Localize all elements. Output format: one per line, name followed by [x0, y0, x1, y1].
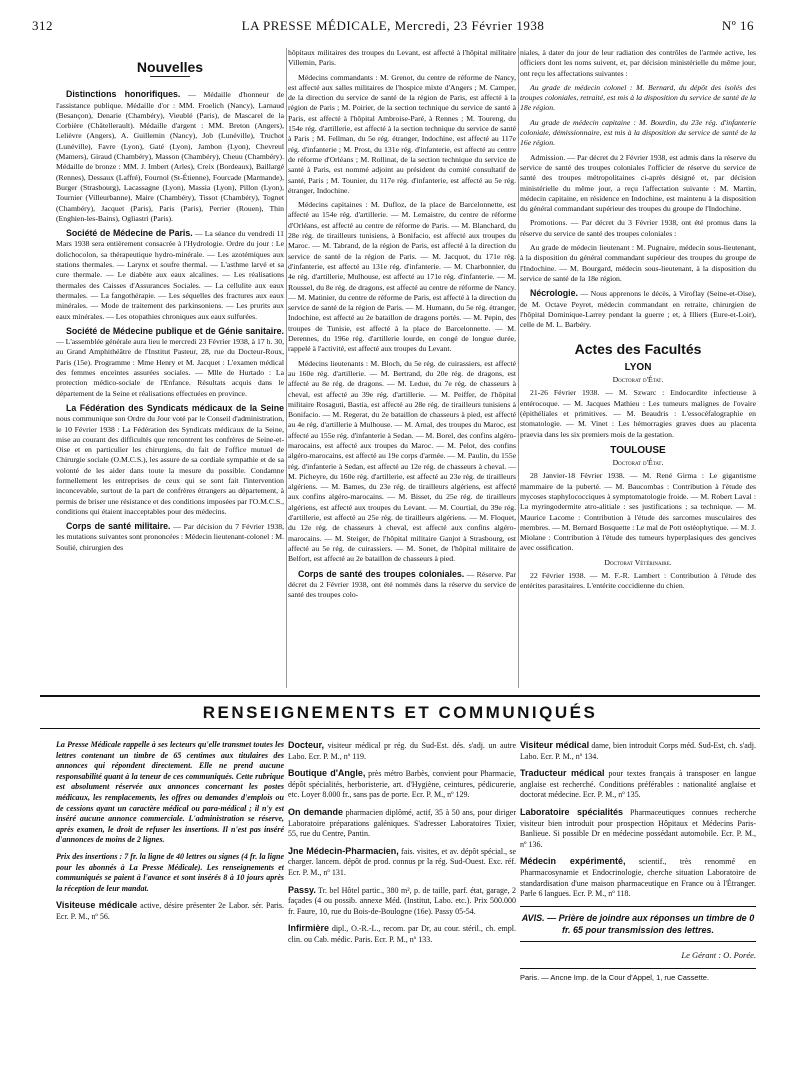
- ad-text: visiteur médical pr rég. du Sud-Est. dés. s'adj. un autre Labo. Ecr. P. M., nº 119.: [288, 741, 516, 761]
- ad-text: Tr. bel Hôtel partic., 380 m², p. de taille, parf. état, garage, 2 façades (4 ou possib. annexe Méd. (Institut, Labo. etc.). Prix 500.000 fr. Faure, 10, rue du Bois-de-Boulogne (16e). Passy 05-54.: [288, 885, 516, 916]
- ads-column-3: [520, 740, 756, 1070]
- ads-column-2: [288, 740, 516, 1070]
- renseignements-title: RENSEIGNEMENTS ET COMMUNIQUÉS: [202, 703, 598, 722]
- column-divider: [518, 48, 519, 688]
- item-text: — Nous apprenons le décès, à Viroflay (Seine-et-Oise), de M. Octave Peyret, médecin commandant en retraite, chirurgien de l'hôpital Dominique-Larrey pendant la guerre ; et, à Illiers (Eure-et-Loir), celle de M. L. Barbéry.: [520, 289, 756, 330]
- ad-text: fais. visites, et av. dépôt spécial., se charger. lancem. dépôt de prod. connus pr la rég. Sud-Ouest. Exc. réf. Ecr. P. M., nº 131.: [288, 846, 516, 877]
- ad-text: dame, bien introduit Corps méd. Sud-Est, ch. s'adj. Labo. Ecr. P. M., nº 134.: [520, 741, 756, 761]
- classified-ad: [288, 923, 516, 945]
- classified-ad: [520, 856, 756, 899]
- classified-ad: [288, 807, 516, 840]
- ad-heading: Boutique d'Angle,: [288, 768, 366, 779]
- classified-ad: [520, 807, 756, 850]
- item-heading: Société de Médecine de Paris.: [66, 228, 193, 239]
- paragraph: Au grade de médecin capitaine : M. Bourdin, du 23e rég. d'infanterie coloniale, démissionnaire, est mis à la disposition du service de santé de la 16e région.: [520, 117, 756, 148]
- paragraph: 28 Janvier-18 Février 1938. — M. René Girma : Le gigantisme mammaire de la puberté. — M. Baucombas : Contribution à l'étude des mycoses staphylococciques à symptomatologie froide. — M. Robert Laval : La myringodermite atro-alitiale : ses justifications ; sa technique. — M. Maurice Lacome : Contribution à l'étude des sarcomes musculaires des membres. — M. Bernard Bosquette : Le mal de Pott ostéophytique. — M. J. Miolane : Contribution à l'étude des tumeurs hyperplasiques des gencives avec ossification.: [520, 471, 756, 553]
- paragraph: niales, à dater du jour de leur radiation des contrôles de l'armée active, les officiers dont les noms suivent, et, par décision ministérielle du même jour, ont reçu les affectations suivantes :: [520, 48, 756, 78]
- paragraph: Médecins lieutenants : M. Bloch, du 5e rég. de cuirassiers, est affecté au 160e rég. d'artillerie. — M. Bertrand, du 20e rég. de dragons, est affecté au 8e rég. de dragons. — M. Ledue, du 7e rég. de chasseurs à cheval, est affecté au 39e rég. d'artillerie. — M. Peiffer, de l'hôpital militaire Rosaguti, Bastia, est affecté au 28e rég. de tirailleurs tunisiens à Bonifacio. — M. Regerat, du 2e bataillon de chasseurs à pied, est affecté au 4e rég. d'artillerie à Mulhouse. — M. Arnal, des troupes du Maroc, est affecté au 155e rég. d'infanterie à Sedan. — M. Borel, des confins algéro-marocains, est affecté aux troupes du Maroc. — M. Pelot, des confins algéro-marocains, est affecté au 19e corps d'armée. — M. Paulin, du 155e rég. d'infanterie à Sedan, est affecté au 12e rég. de chasseurs à cheval. — M. Picheyre, du 160e rég. d'artillerie, est affecté au 23e rég. de tirailleurs algériens. — M. Bames, du 23e rég. de tirailleurs algériens, est affecté aux confins algéro-marocains. — M. Bisset, du 25e rég. de tirailleurs algériens, est affecté aux troupes du Levant. — M. Courtial, du 39e rég. d'artillerie, est affecté au 25e rég. de tirailleurs algériens. — M. Floquet, du 12e rég. de chasseurs à cheval, est affecté aux confins algéro-marocains. — M. Steiger, de l'hôpital militaire Ganjot à Strasbourg, est affecté au 5e rég. de cuirassiers. — M. Sonet, de l'hôpital militaire de Belfort, est affecté au 2e bataillon de chasseurs à pied.: [288, 358, 516, 564]
- page-header: [32, 18, 754, 40]
- ad-heading: Laboratoire spécialités: [520, 806, 624, 817]
- ad-heading: Docteur,: [288, 740, 325, 750]
- nouvelles-title: Nouvelles: [136, 59, 204, 75]
- classified-ad: [520, 768, 756, 801]
- page-number: 312: [32, 18, 53, 33]
- item-text: — Réserve. Par décret du 2 Février 1938, ont été nommés dans la réserve du service de santé des troupes colo-: [288, 569, 516, 600]
- item-heading: Nécrologie.: [530, 288, 578, 299]
- ad-text: scientif., très renommé en Pharmacosynamie et Endocrinologie, cherche situation Laboratoire de standardisation d'une maison pharmaceutique en France ou à l'Étranger. Parle 6 langues. Ecr. P. M., nº 118.: [520, 857, 756, 899]
- title-rule: [150, 76, 190, 77]
- column-3: [520, 48, 756, 688]
- paragraph: [288, 569, 516, 601]
- section-rule: [40, 728, 760, 729]
- classified-ad: [288, 846, 516, 879]
- ad-heading: Infirmière: [288, 923, 330, 934]
- ad-text: dipl., O.-R.-L., recom. par Dr, au cour. stéril., ch. empl. clin. ou Cab. médic. Paris. Ecr. P. M., nº 133.: [288, 924, 516, 944]
- item-heading: Distinctions honorifiques.: [66, 89, 181, 100]
- issue-number: Nº 16: [721, 18, 754, 33]
- ads-list: [288, 740, 516, 946]
- ad-heading: On demande: [288, 806, 344, 817]
- actes-title: Actes des Facultés: [574, 341, 702, 358]
- column-1: [56, 48, 284, 678]
- paragraph: [56, 89, 284, 224]
- column-divider: [286, 48, 287, 688]
- paragraph: Promotions. — Par décret du 3 Février 1938, ont été promus dans la réserve du service de santé des troupes coloniales :: [520, 218, 756, 238]
- paragraph: [56, 403, 284, 517]
- section-rule: [40, 695, 760, 697]
- paragraph: Médecins capitaines : M. Dufloz, de la place de Barcelonnette, est affecté au 154e rég. d'artillerie. — M. Lemaistre, du centre de réforme d'Orléans, est affecté au centre de réforme de Paris. — M. Blanchard, du 28e rég. de tirailleurs tunisiens, à Bonifacio, est affecté aux troupes du Maroc. — M. Tabrand, de la région de Paris, est affecté à la direction du service de santé de la région de Paris. — M. Jacquot, du 171e rég. d'infanterie, est affecté au 131e rég. d'infanterie. — M. Charbonnier, du 4e rég. d'artillerie, Mulhouse, est affecté au 171e rég. d'infanterie. — M. Roussel, du 8e rég. de dragons, est affecté au centre de réforme de Nancy. — M. Matinier, du centre de réforme de Paris, est affecté à la direction du service de santé de la région de Paris. — M. Humann, du 5e rég. étranger, Indochine, est affecté au 2e bataillon de dragons portés. — M. Pepin, des troupes de Tunisie, est affecté à la place de Barcelonnette. — M. Derennes, du 196e rég. d'artillerie lourde, en congé de longue durée, rappelé à l'activité, est affecté aux troupes du Levant.: [288, 200, 516, 354]
- city-heading: LYON: [624, 361, 652, 373]
- ad-heading: Jne Médecin-Pharmacien,: [288, 845, 399, 856]
- ad-heading: Visiteuse médicale: [56, 900, 138, 911]
- paragraph: Au grade de médecin lieutenant : M. Pugnaire, médecin sous-lieutenant, à la disposition du général commandant supérieur des troupes du groupe de l'Indochine. — M. Bourgard, médecin sous-lieutenant, à la disposition du service de santé de la 18e région.: [520, 243, 756, 283]
- item-text: nous communique son Ordre du Jour voté par le Conseil d'administration, le 10 Février 1938 : La Fédération des Syndicats médicaux de la Seine, mise au courant des difficultés que rencontrent les confrères de Seine-et-Oise et en particulier les chirurgiens, du fait de l'office mutuel de Chirurgie sociale (O.M.C.S.), les assure de sa cordiale sympathie et de sa volonté de les aider dans toute la mesure du possible. Condamne formellement les entreprises de ceux qui se sont fait l'intervention inconcevable, surtout de la part de confrères étrangers au département, à permis de briser une résistance et des conditions imposées par l'O.M.C.S., conditions qui étaient inacceptables pour des médecins.: [56, 414, 284, 516]
- item-heading: La Fédération des Syndicats médicaux de la Seine: [66, 402, 284, 413]
- classified-ad: [520, 740, 756, 762]
- ad-text: pharmacien diplômé, actif, 35 à 50 ans, pour diriger Laboratoire préparations galéniques. S'adresser Laboratoires Tixier, 55, rue du Centre, Pantin.: [288, 807, 516, 839]
- classified-ad: [288, 885, 516, 918]
- item-heading: Corps de santé militaire.: [66, 521, 171, 532]
- ad-text: près métro Barbès, convient pour Pharmacie, dépôt spécialités, herboristerie, art. d'Hygiène, ceintures, pédicurerie, etc. Loyer 8.000 fr., sans pas de porte. Ecr. P. M., nº 129.: [288, 769, 516, 800]
- ad-heading: Visiteur médical: [520, 740, 590, 750]
- gerant-line: Le Gérant : O. Porée.: [681, 949, 756, 960]
- item-text: — L'assemblée générale aura lieu le mercredi 23 Février 1938, à 17 h. 30, au Grand Amphithéâtre de l'Institut Pasteur, 28, rue du Docteur-Roux, Paris (15e). Programme : Mme Henry et M. Jacquet : L'examen médical des femmes enceintes assurées sociales. — Mlle de Hurtado : La protection médico-sociale de l'Enfance. Résultats acquis dans le département de la Seine et réalisations effectuées en province.: [56, 337, 284, 398]
- item-heading: Société de Médecine publique et de Génie sanitaire.: [66, 325, 284, 336]
- intro-notice: La Presse Médicale rappelle à ses lecteurs qu'elle transmet toutes les lettres contenant un timbre de 65 centimes aux titulaires des annonces qui répondent directement. Elle ne prend aucune responsabilité quant à la teneur de ces communiqués. Cette rubrique est absolument réservée aux annonces concernant les postes médicaux, les remplacements, les offres ou demandes d'emplois ou de cessions ayant un caractère médical ou para-médical ; il n'y est inséré aucune annonce commerciale. L'administration se réserve, après examen, le droit de refuser les insertions. Il n'est pas inséré d'annonces de moins de 2 lignes.: [56, 740, 284, 845]
- paragraph: Médecins commandants : M. Grenot, du centre de réforme de Nancy, est affecté aux salles militaires de l'hospice mixte d'Angers ; M. Camper, de la direction du service de santé de la région de Paris, est affecté à la région de Paris ; M. Poirier, de la section technique du service de santé à Paris, est affecté à l'hôpital Ambroise-Paré, à Rennes ; M. Toureng, du 154e rég. d'artillerie, est affecté à la section technique du service de santé à Paris ; M. Fellman, du 5e rég. étranger, Indochine, est affecté au 117e rég. d'infanterie ; M. Prost, du 131e rég. d'infanterie, est affecté au centre de réforme d'Orléans ; M. Rollinat, de la section technique du service de santé à Paris, est nommé adjoint au président du comité consultatif de santé, Paris ; M. Tounier, du 117e rég. d'infanterie, est affecté au 5e rég. étranger, Indochine.: [288, 72, 516, 195]
- running-title: LA PRESSE MÉDICALE, Mercredi, 23 Février 1938: [241, 18, 545, 33]
- city-heading: TOULOUSE: [610, 444, 666, 456]
- price-notice: Prix des insertions : 7 fr. la ligne de 40 lettres ou signes (4 fr. la ligne pour les abonnés à La Presse Médicale). Les renseignements et communiqués se paient à l'avance et sont insérés 8 à 10 jours après la réception de leur mandat.: [56, 851, 284, 893]
- avis-notice: AVIS. — Prière de joindre aux réponses un timbre de 0 fr. 65 pour transmission des lettres.: [520, 906, 756, 942]
- subheading: Doctorat Vétérinaire.: [604, 557, 672, 567]
- classified-ad: [288, 768, 516, 801]
- ad-heading: Médecin expérimenté,: [520, 856, 626, 867]
- paragraph: Admission. — Par décret du 2 Février 1938, est admis dans la réserve du service de santé des troupes coloniales l'officier de réserve du service de santé des troupes métropolitaines ci-après désigné et, par décision ministérielle du même jour, a reçu l'affectation suivante : M. Martin, médecin capitaine, en résidence en Indochine, est maintenu à la disposition du général commandant supérieur des troupes du groupe de l'Indochine.: [520, 152, 756, 214]
- ad-text: Pharmaceutiques connues recherche visiteur bien introduit pour prospection Hôpitaux et Médecins Paris-Banlieue. Si possible Dr en médecine possédant automobile. Ecr. P. M., nº 136.: [520, 807, 756, 849]
- item-text: — La séance du vendredi 11 Mars 1938 sera entièrement consacrée à l'Hydrologie. Ordre du jour : Le dolichocolon, sa thérapeutique hydro-minérale. — Les azotémiques aux stations thermales. — Larynx et soufre thermal. — L'asthme larvé et sa cure thermale. — Le diabète aux eaux alcalines. — Les réalisations thermales des Caisses d'Assurances Sociales. — La cellulite aux eaux thermales. — La fangothérapie. — Les séquelles des fractures aux eaux minérales. — Mode de traitement des parkinsoniens. — Les prurits aux eaux minérales. — Les otopathies chroniques aux eaux sulfurées.: [56, 229, 284, 321]
- ad-text: pour textes français à transposer en langue anglaise est recherché. Conditions préférables : nationalité anglaise et doctorat médecine. Ecr. P. M., nº 135.: [520, 769, 756, 800]
- imprint-line: Paris. — Ancne Imp. de la Cour d'Appel, 1, rue Cassette.: [520, 968, 756, 984]
- item-text: — Médaille d'honneur de l'assistance publique. Médaille d'or : MM. Froelich (Nancy), Larnaud (Besançon), Denarie (Chambéry), Vieublé (Paris), de Mascarel de la Corbière (Châtellerault). Médaille d'argent : MM. Breton (Angers), Lelièvre (Angers), A. Guillemin (Nancy), Job (Lunéville), Truchot (Lunéville), Favre (Lyon), Gaté (Lyon), Jambon (Lyon), Chevreul (Mamers), Giraud (Chambéry), Masson (Chambéry), Cheuu (Chambéry). Médaille de bronze : MM. J. Imbert (Arles), Creix (Bordeaux), Baillargé (Rennes), Dessaux (Laffré), Fournol (St-Étienne), Fourcade (Marmande), Burger (Strasbourg), Lacassagne (Lyon), Massia (Lyon), Pillon (Lyon), Tournier (Villeurbanne), Maire (Chambéry), Tissot (Chambéry), Tognet (Chambéry), Jacquet (Paris), Paris (Paris), Perrier (Rouen), Thin (Enghien-les-Bains), Ogliastri (Paris).: [56, 90, 284, 223]
- item-heading: Corps de santé des troupes coloniales.: [298, 568, 465, 579]
- subheading: Doctorat d'État.: [612, 458, 664, 468]
- paragraph: 21-26 Février 1938. — M. Szwarc : Endocardite infectieuse à entérocoque. — M. Jacques Mathieu : Les tumeurs malignes de l'ovaire (épithéliales et primitives. — M. Beaudris : L'essocéfalographie en stomatologie. — M. Vinet : Les hémorragies graves dues au placenta praevia dans les six premiers mois de la gestation.: [520, 388, 756, 439]
- ad-text: active, désire présenter 2e Labor. sér. Paris. Ecr. P. M., nº 56.: [56, 901, 284, 921]
- paragraph: [520, 288, 756, 330]
- paragraph: Au grade de médecin colonel : M. Bernard, du dépôt des isolés des troupes coloniales, retraité, est mis à la disposition du service de santé de la 18e région.: [520, 82, 756, 113]
- paragraph: hôpitaux militaires des troupes du Levant, est affecté à l'hôpital militaire Villemin, Paris.: [288, 48, 516, 68]
- paragraph: [56, 326, 284, 399]
- ads-column-1: [56, 740, 284, 1070]
- paragraph: [56, 228, 284, 322]
- classified-ad: [56, 900, 284, 922]
- item-text: — Par décision du 7 Février 1938, les mutations suivantes sont prononcées : Médecin lieutenant-colonel : M. Soulié, chirurgien des: [56, 522, 284, 552]
- paragraph: 22 Février 1938. — M. F.-R. Lambert : Contribution à l'étude des entérites parasitaires. L'entérite coccidienne du chien.: [520, 571, 756, 591]
- ad-heading: Passy.: [288, 884, 316, 895]
- ads-list: [520, 740, 756, 900]
- ads-list: [56, 900, 284, 922]
- ad-heading: Traducteur médical: [520, 768, 605, 779]
- subheading: Doctorat d'État.: [612, 375, 664, 385]
- paragraph: [56, 521, 284, 553]
- classified-ad: [288, 740, 516, 762]
- column-2: [288, 48, 516, 688]
